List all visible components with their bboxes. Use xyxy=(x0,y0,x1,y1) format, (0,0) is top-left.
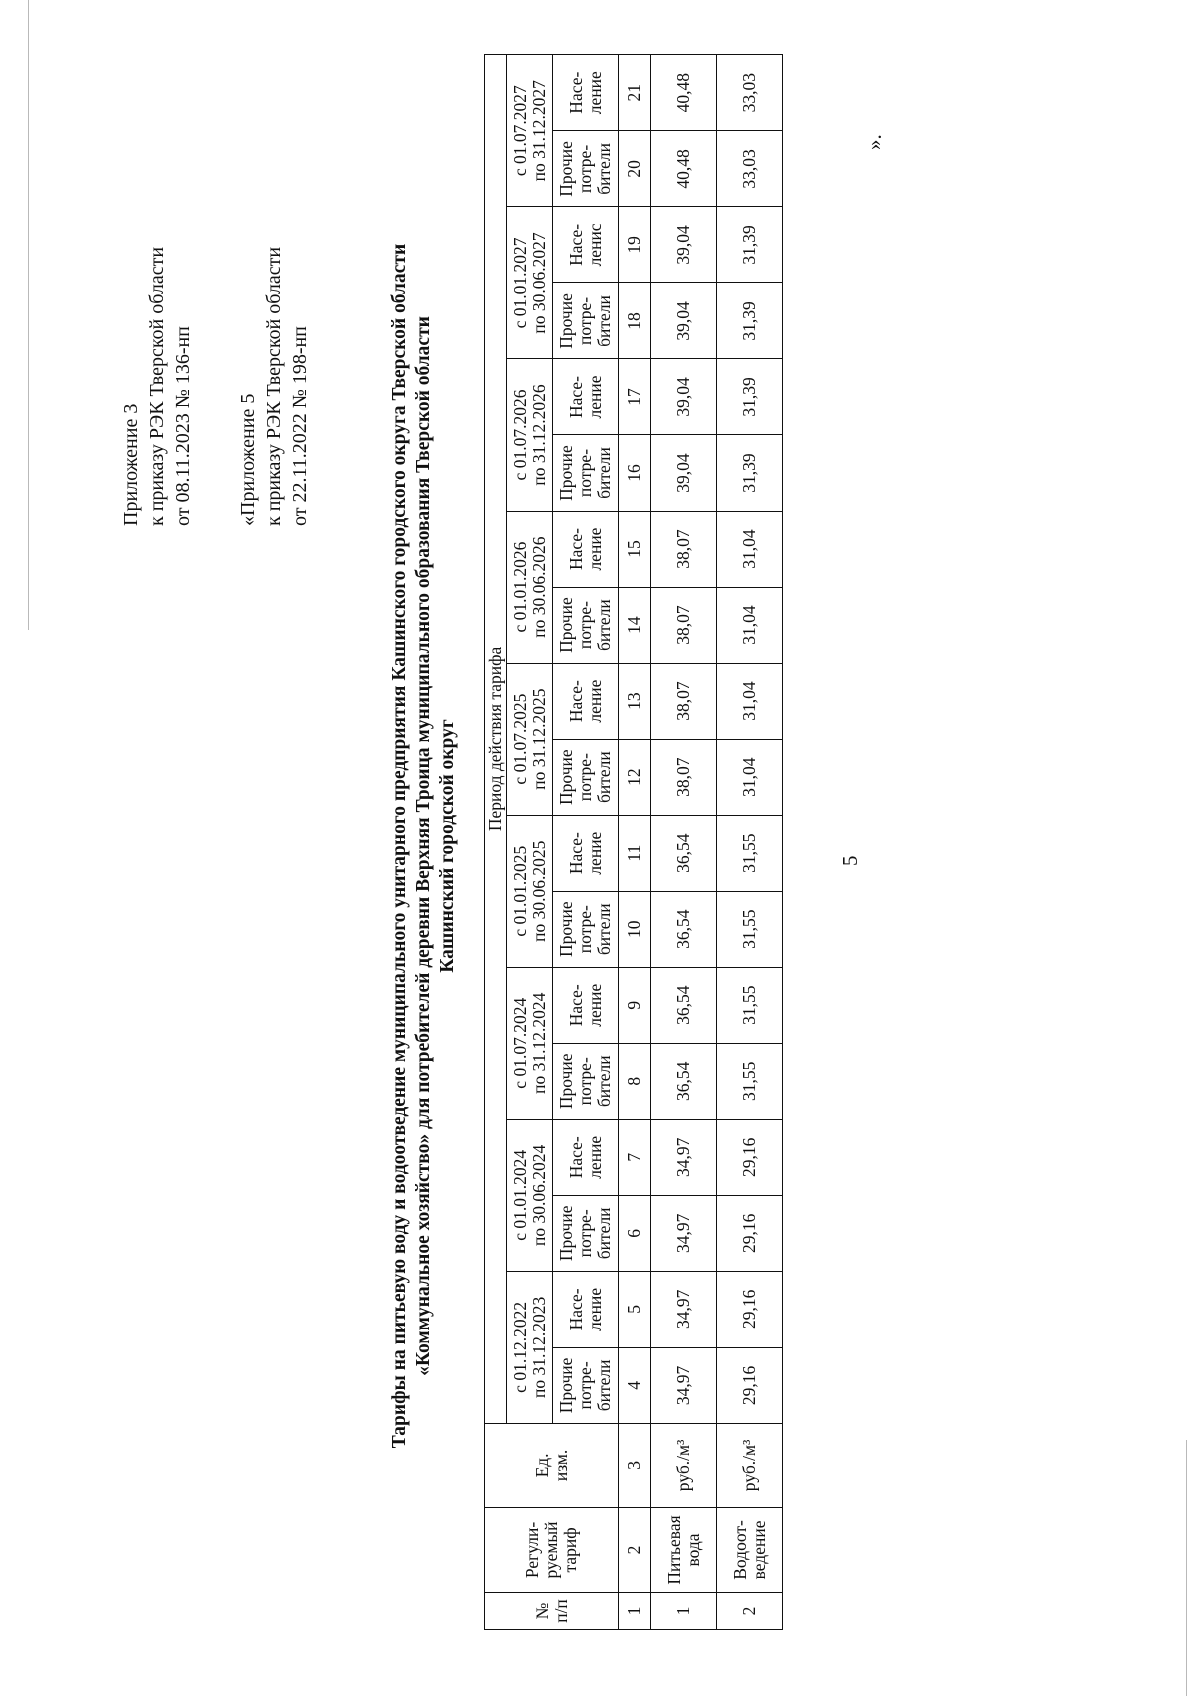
subheader-other: Прочие потре- бители xyxy=(553,1347,619,1423)
column-number: 12 xyxy=(619,739,651,815)
tariff-value: 33,03 xyxy=(717,131,783,207)
column-number: 10 xyxy=(619,891,651,967)
subheader-population: Насе- ление xyxy=(553,511,619,587)
tariff-value: 31,39 xyxy=(717,435,783,511)
tariff-value: 31,55 xyxy=(717,891,783,967)
subheader-other: Прочие потре- бители xyxy=(553,739,619,815)
period-cell: с 01.12.2022 по 31.12.2023 xyxy=(507,1271,553,1423)
tariff-value: 31,39 xyxy=(717,283,783,359)
tariff-value: 33,03 xyxy=(717,55,783,131)
appendix-old xyxy=(235,247,313,526)
column-number: 15 xyxy=(619,511,651,587)
subheader-other: Прочие потре- бители xyxy=(553,435,619,511)
appendix-new-line3: от 08.11.2023 № 136-нп xyxy=(172,326,194,526)
page-number: 5 xyxy=(838,855,862,866)
row-tariff-name: Водоот- ведение xyxy=(717,1507,783,1592)
period-cell: с 01.01.2025 по 30.06.2025 xyxy=(507,815,553,967)
period-cell: с 01.07.2027 по 31.12.2027 xyxy=(507,55,553,207)
subheader-population: Насе- ление xyxy=(553,359,619,435)
document-title xyxy=(388,76,460,1616)
title-line3: Кашинский городской округ xyxy=(437,719,458,973)
subheader-other: Прочие потре- бители xyxy=(553,1195,619,1271)
tariff-value: 39,04 xyxy=(651,435,717,511)
appendix-new-line2: к приказу РЭК Тверской области xyxy=(146,246,168,526)
tariff-value: 38,07 xyxy=(651,739,717,815)
period-cell: с 01.01.2027 по 30.06.2027 xyxy=(507,207,553,359)
column-number: 9 xyxy=(619,967,651,1043)
tariff-value: 39,04 xyxy=(651,359,717,435)
column-number: 19 xyxy=(619,207,651,283)
appendix-new xyxy=(118,247,196,526)
row-number: 2 xyxy=(717,1592,783,1629)
subheader-population: Насе- ление xyxy=(553,55,619,131)
column-numbers-row xyxy=(619,55,651,1630)
tariff-value: 34,97 xyxy=(651,1271,717,1347)
column-number: 4 xyxy=(619,1347,651,1423)
column-number: 2 xyxy=(619,1507,651,1592)
title-line1: Тарифы на питьевую воду и водоотведение муниципального унитарного предприятия Кашинского городского округа Тверской области xyxy=(389,243,410,1449)
column-number: 7 xyxy=(619,1119,651,1195)
header-row-consumers xyxy=(553,55,619,1630)
column-number: 8 xyxy=(619,1043,651,1119)
tariff-value: 29,16 xyxy=(717,1271,783,1347)
tariff-value: 40,48 xyxy=(651,131,717,207)
tariff-value: 31,04 xyxy=(717,739,783,815)
tariff-table xyxy=(484,54,783,1630)
subheader-other: Прочие потре- бители xyxy=(553,587,619,663)
column-number: 20 xyxy=(619,131,651,207)
subheader-population: Насе- ление xyxy=(553,967,619,1043)
tariff-value: 31,04 xyxy=(717,511,783,587)
tariff-value: 38,07 xyxy=(651,663,717,739)
table-row-water xyxy=(651,55,717,1630)
subheader-other: Прочие потре- бители xyxy=(553,283,619,359)
table-row-wastewater xyxy=(717,55,783,1630)
period-cell: с 01.01.2026 по 30.06.2026 xyxy=(507,511,553,663)
tariff-value: 31,39 xyxy=(717,359,783,435)
appendix-old-line1: «Приложение 5 xyxy=(237,393,259,526)
column-number: 16 xyxy=(619,435,651,511)
period-cell: с 01.07.2026 по 31.12.2026 xyxy=(507,359,553,511)
tariff-value: 38,07 xyxy=(651,511,717,587)
tariff-value: 39,04 xyxy=(651,207,717,283)
subheader-population: Насе- ление xyxy=(553,1271,619,1347)
tariff-value: 40,48 xyxy=(651,55,717,131)
period-cell: с 01.07.2025 по 31.12.2025 xyxy=(507,663,553,815)
header-unit: Ед. изм. xyxy=(485,1423,619,1507)
tariff-value: 36,54 xyxy=(651,967,717,1043)
appendix-old-line2: к приказу РЭК Тверской области xyxy=(263,246,285,526)
appendix-old-line3: от 22.11.2022 № 198-нп xyxy=(289,326,311,526)
subheader-other: Прочие потре- бители xyxy=(553,891,619,967)
tariff-value: 29,16 xyxy=(717,1195,783,1271)
tariff-value: 34,97 xyxy=(651,1119,717,1195)
subheader-population: Насе- ление xyxy=(553,1119,619,1195)
tariff-value: 31,04 xyxy=(717,663,783,739)
title-line2: «Коммунальное хозяйство» для потребителей деревни Верхняя Троица муниципального образования Тверской области xyxy=(413,316,434,1376)
closing-quote: ». xyxy=(862,134,886,150)
header-num: № п/п xyxy=(485,1592,619,1629)
subheader-population: Насе- ление xyxy=(553,815,619,891)
header-row-period xyxy=(485,55,507,1630)
tariff-value: 34,97 xyxy=(651,1195,717,1271)
tariff-value: 38,07 xyxy=(651,587,717,663)
appendix-new-line1: Приложение 3 xyxy=(120,403,142,526)
tariff-value: 36,54 xyxy=(651,1043,717,1119)
row-unit: руб./м³ xyxy=(717,1423,783,1507)
tariff-value: 29,16 xyxy=(717,1119,783,1195)
subheader-other: Прочие потре- бители xyxy=(553,131,619,207)
row-unit: руб./м³ xyxy=(651,1423,717,1507)
column-number: 17 xyxy=(619,359,651,435)
column-number: 11 xyxy=(619,815,651,891)
tariff-value: 34,97 xyxy=(651,1347,717,1423)
column-number: 13 xyxy=(619,663,651,739)
tariff-value: 31,04 xyxy=(717,587,783,663)
tariff-value: 36,54 xyxy=(651,815,717,891)
column-number: 14 xyxy=(619,587,651,663)
row-tariff-name: Питьевая вода xyxy=(651,1507,717,1592)
subheader-population: Насе- ленис xyxy=(553,207,619,283)
tariff-value: 31,55 xyxy=(717,1043,783,1119)
tariff-value: 39,04 xyxy=(651,283,717,359)
column-number: 18 xyxy=(619,283,651,359)
tariff-value: 29,16 xyxy=(717,1347,783,1423)
tariff-value: 31,39 xyxy=(717,207,783,283)
column-number: 21 xyxy=(619,55,651,131)
subheader-population: Насе- ление xyxy=(553,663,619,739)
tariff-value: 36,54 xyxy=(651,891,717,967)
column-number: 1 xyxy=(619,1592,651,1629)
header-period: Период действия тарифа xyxy=(485,55,507,1424)
tariff-value: 31,55 xyxy=(717,815,783,891)
row-number: 1 xyxy=(651,1592,717,1629)
column-number: 6 xyxy=(619,1195,651,1271)
header-tariff: Регули- руемый тариф xyxy=(485,1507,619,1592)
tariff-value: 31,55 xyxy=(717,967,783,1043)
column-number: 5 xyxy=(619,1271,651,1347)
column-number: 3 xyxy=(619,1423,651,1507)
header-row-dates xyxy=(507,55,553,1630)
period-cell: с 01.01.2024 по 30.06.2024 xyxy=(507,1119,553,1271)
subheader-other: Прочие потре- бители xyxy=(553,1043,619,1119)
period-cell: с 01.07.2024 по 31.12.2024 xyxy=(507,967,553,1119)
